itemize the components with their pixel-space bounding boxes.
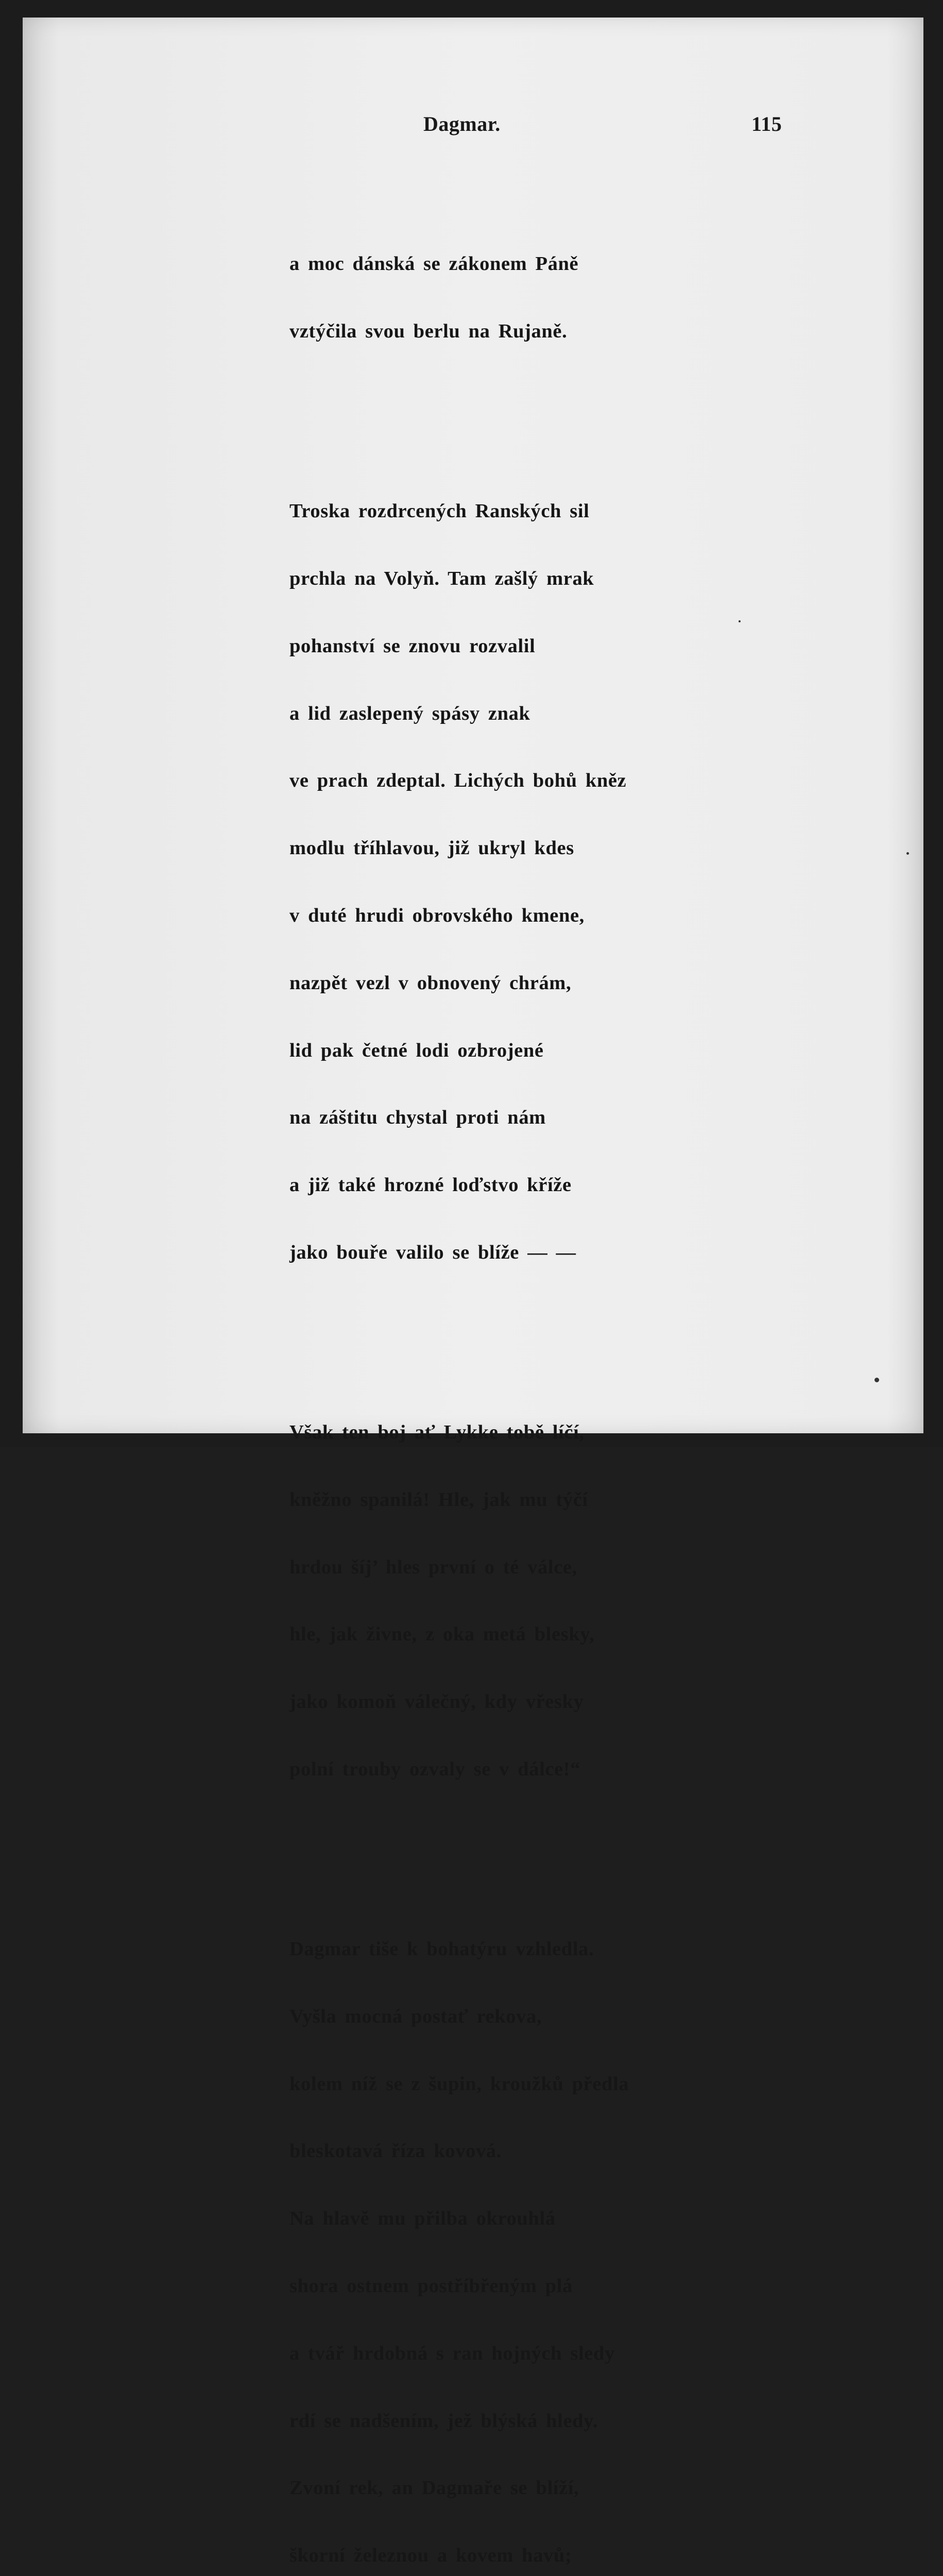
verse-line: a moc dánská se zákonem Páně (289, 253, 579, 275)
verse-line: prchla na Volyň. Tam zašlý mrak (289, 568, 594, 590)
verse-line: a lid zaslepený spásy znak (289, 702, 530, 724)
speck-mark (875, 1378, 879, 1382)
verse-line: polní trouby ozvaly se v dálce!“ (289, 1758, 581, 1780)
verse-line: Však ten boj ať Lykke tobě líčí, (289, 1421, 585, 1444)
verse-line: modlu tříhlavou, již ukryl kdes (289, 837, 574, 859)
verse-line: Na hlavě mu přilba okrouhlá (289, 2208, 556, 2230)
verse-line: nazpět vezl v obnovený chrám, (289, 972, 572, 994)
verse-line: ve prach zdeptal. Lichých bohů kněz (289, 770, 627, 792)
page-number: 115 (751, 112, 782, 135)
verse-line: v duté hrudi obrovského kmene, (289, 905, 585, 926)
verse-line: škorní železnou a kovem havů; (289, 2545, 572, 2567)
stanza (289, 1893, 856, 2576)
verse-line: Zvoní rek, an Dagmaře se blíží, (289, 2477, 579, 2499)
verse-line: kolem níž se z šupin, kroužků předla (289, 2073, 629, 2095)
stanza (289, 455, 856, 1309)
verse-line: lid pak četné lodi ozbrojené (289, 1039, 544, 1061)
verse-line: jako komoň válečný, kdy vřesky (289, 1691, 584, 1713)
running-head-title: Dagmar. (423, 112, 501, 135)
verse-line: Vyšla mocná postať rekova, (289, 2005, 542, 2027)
verse-line: shora ostnem postříbřeným plá (289, 2275, 573, 2297)
verse-line: rdí se nadšením, jež blýská hledy. (289, 2410, 598, 2432)
verse-line: hle, jak živne, z oka metá blesky, (289, 1623, 595, 1646)
verse-line: a již také hrozné loďstvo kříže (289, 1174, 572, 1196)
verse-line: na záštitu chystal proti nám (289, 1107, 546, 1129)
verse-line: vztýčila svou berlu na Rujaně. (289, 320, 568, 343)
stanza (289, 208, 856, 388)
verse-line: jako bouře valilo se blíže — — (289, 1241, 576, 1263)
verse-line: a tvář hrdobná s ran hojných sledy (289, 2342, 615, 2364)
verse-line: Troska rozdrcených Ranských sil (289, 500, 590, 522)
verse-line: kněžno spanilá! Hle, jak mu týčí (289, 1488, 588, 1511)
verse-line: Dagmar tiše k bohatýru vzhledla. (289, 1938, 594, 1960)
stanza (289, 1377, 856, 1826)
poem-text (289, 163, 856, 2576)
speck-mark (906, 852, 909, 855)
verse-line: hrdou šíj’ hles první o té válce, (289, 1556, 577, 1578)
verse-line: pohanství se znovu rozvalil (289, 635, 536, 657)
verse-line: bleskotavá říza kovová. (289, 2140, 502, 2162)
